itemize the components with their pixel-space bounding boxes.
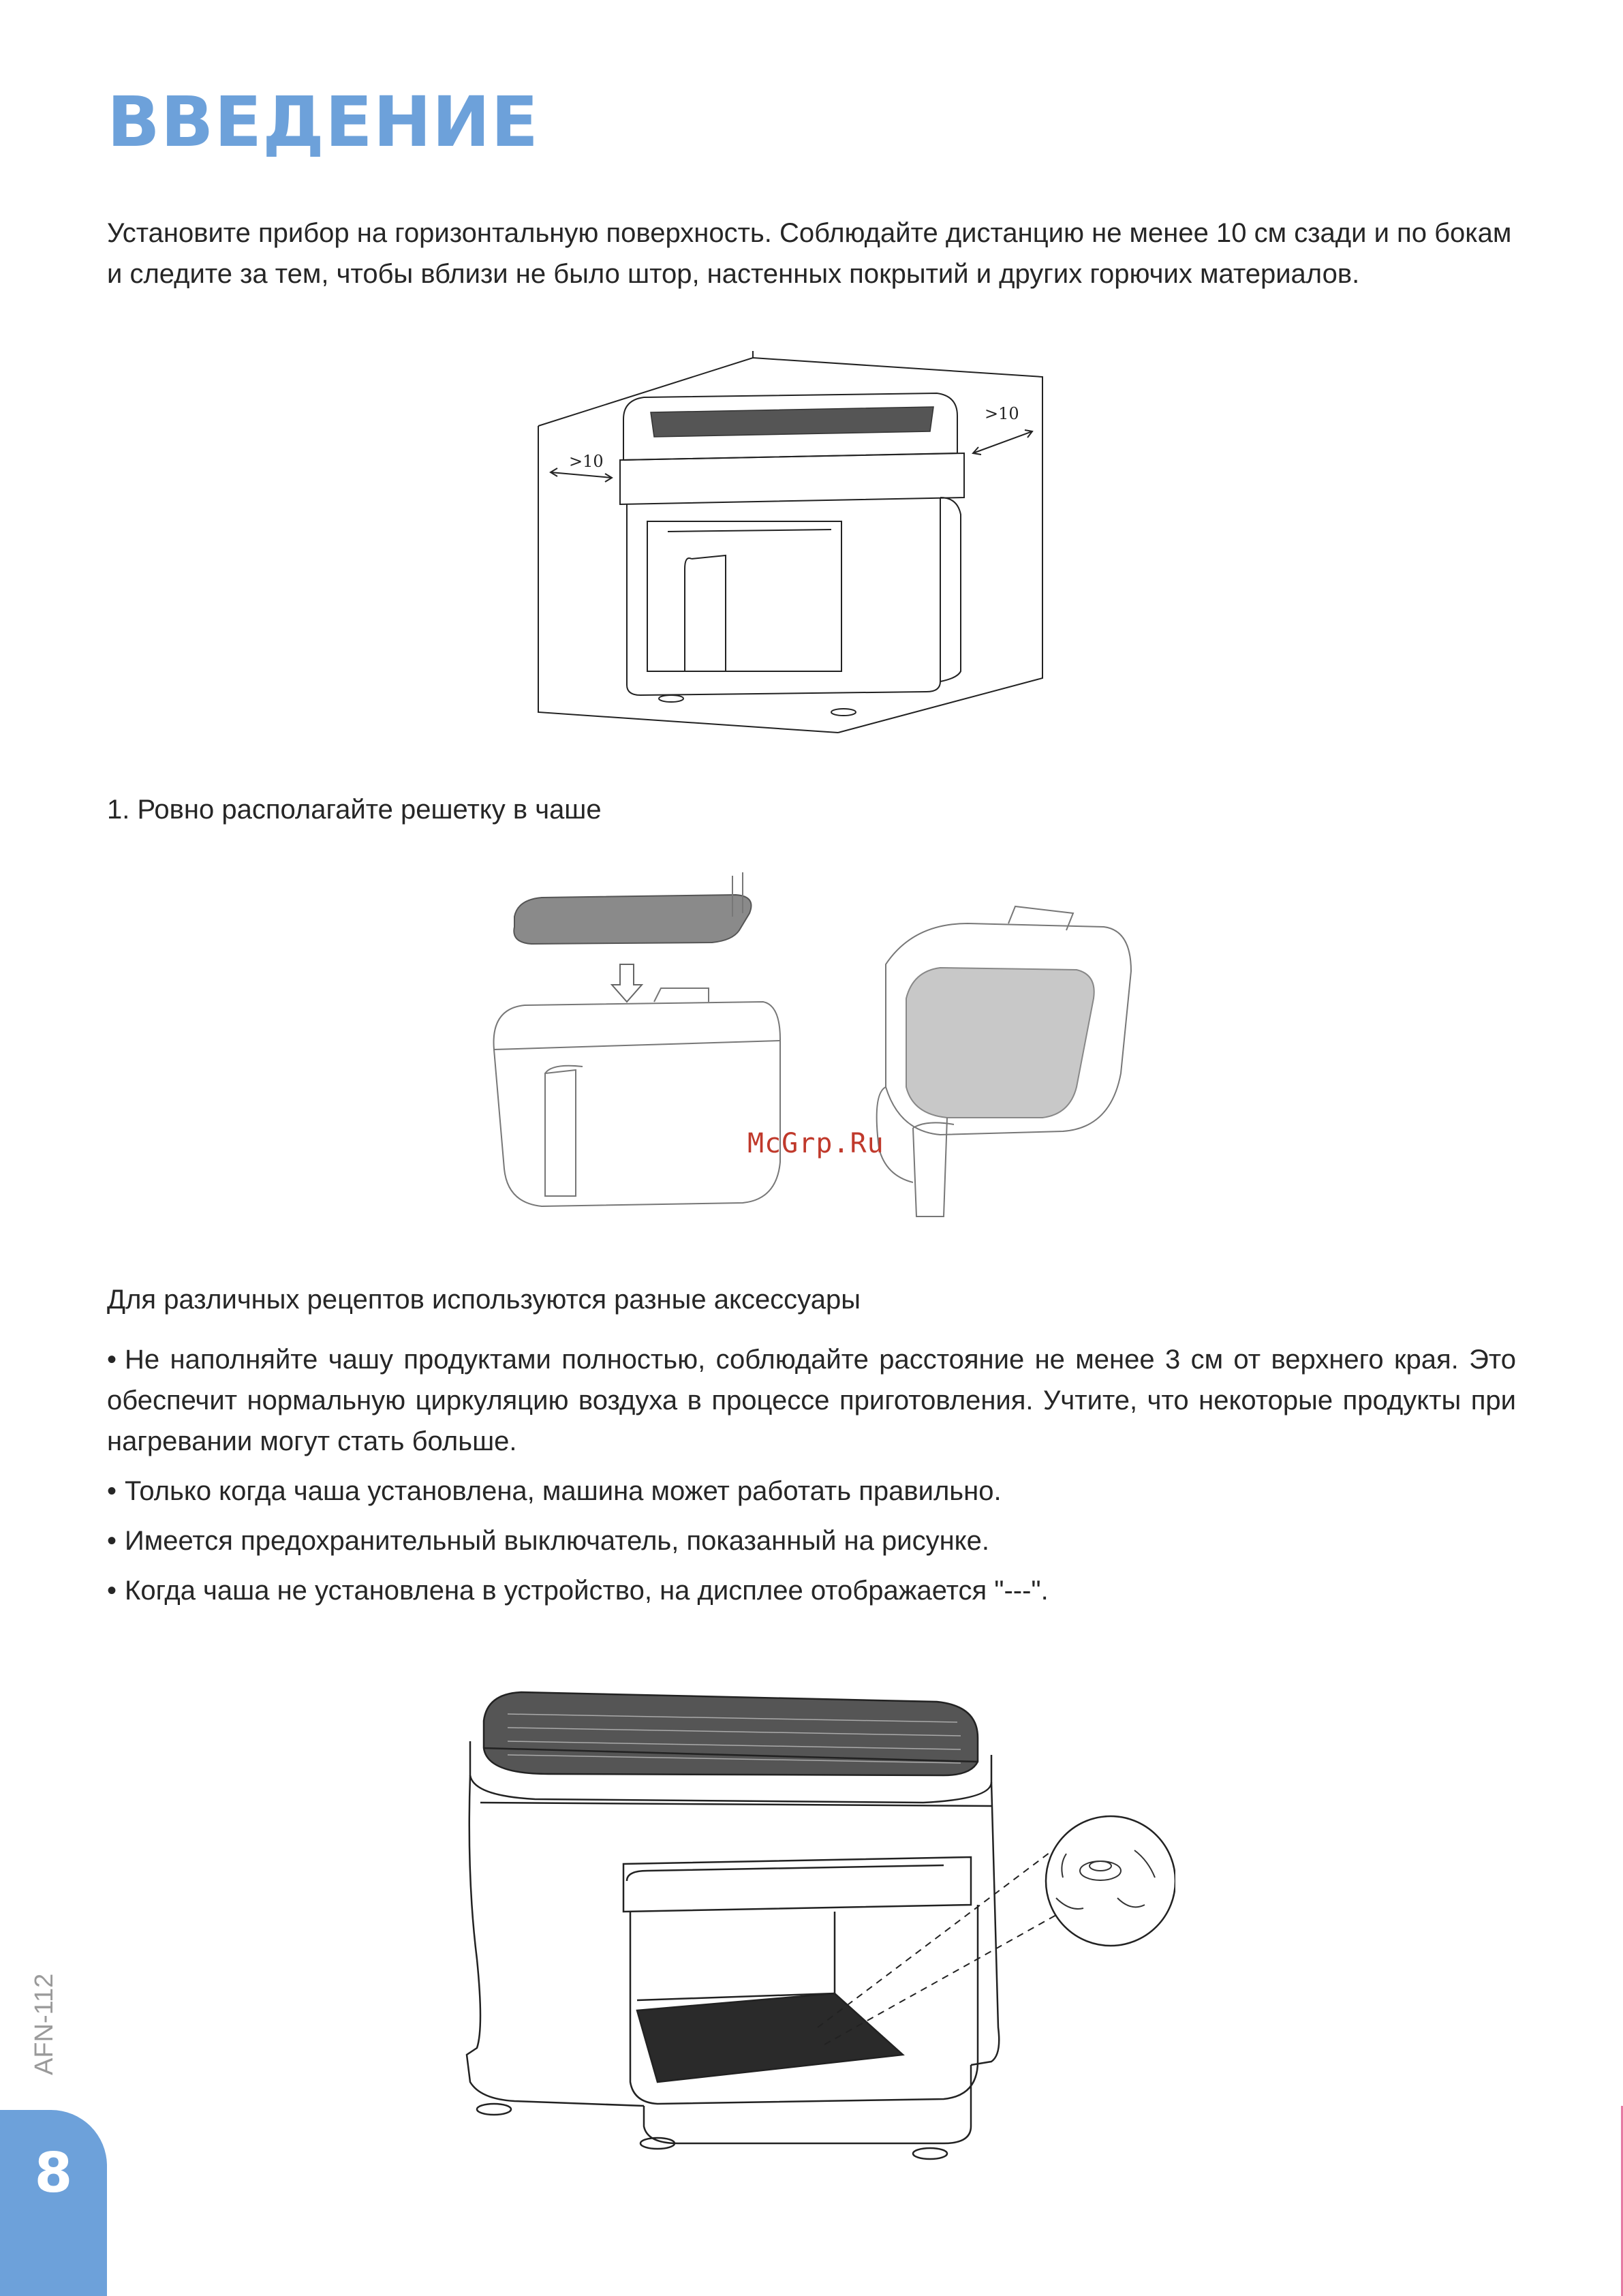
step-1-text: 1. Ровно располагайте решетку в чаше: [107, 795, 602, 825]
clearance-label-left: >10: [569, 452, 604, 471]
list-item: [107, 1471, 1516, 1512]
list-item: [107, 1339, 1516, 1462]
intro-paragraph: Установите прибор на горизонтальную поверхность. Соблюдайте дистанцию не менее 10 см сзади и по бокам и следите за тем, чтобы вблизи не было штор, настенных покрытий и других горючих материалов.: [107, 218, 1512, 289]
bullet-text: Не наполняйте чашу продуктами полностью, соблюдайте расстояние не менее 3 см от верхнего края. Это обеспечит нормальную циркуляцию воздуха в процессе приготовления. Учтите, что некоторые продукты при нагревании могут стать больше.: [107, 1345, 1516, 1456]
bullet-mark: •: [107, 1476, 117, 1506]
watermark: McGrp.Ru: [747, 1128, 884, 1159]
accessories-text: Для различных рецептов используются разные аксессуары: [107, 1285, 861, 1315]
bullet-text: Имеется предохранительный выключатель, показанный на рисунке.: [125, 1526, 989, 1556]
list-item: [107, 1570, 1516, 1611]
clearance-label-right: >10: [985, 404, 1019, 423]
bullet-text: Только когда чаша установлена, машина может работать правильно.: [125, 1476, 1002, 1506]
bullet-text: Когда чаша не установлена в устройство, на дисплее отображается "---".: [125, 1576, 1049, 1606]
page-title: ВВЕДЕНИЕ: [107, 82, 540, 163]
placement-diagram: [531, 351, 1049, 736]
bullet-mark: •: [107, 1576, 117, 1606]
list-item: [107, 1520, 1516, 1561]
model-label: AFN-112: [30, 1973, 59, 2075]
rack-basket-diagram: [477, 862, 1158, 1234]
bullet-mark: •: [107, 1526, 117, 1556]
safety-switch-diagram: [453, 1673, 1175, 2164]
bullet-list: [107, 1339, 1516, 1620]
page-number: 8: [34, 2141, 73, 2205]
bullet-mark: •: [107, 1345, 117, 1375]
